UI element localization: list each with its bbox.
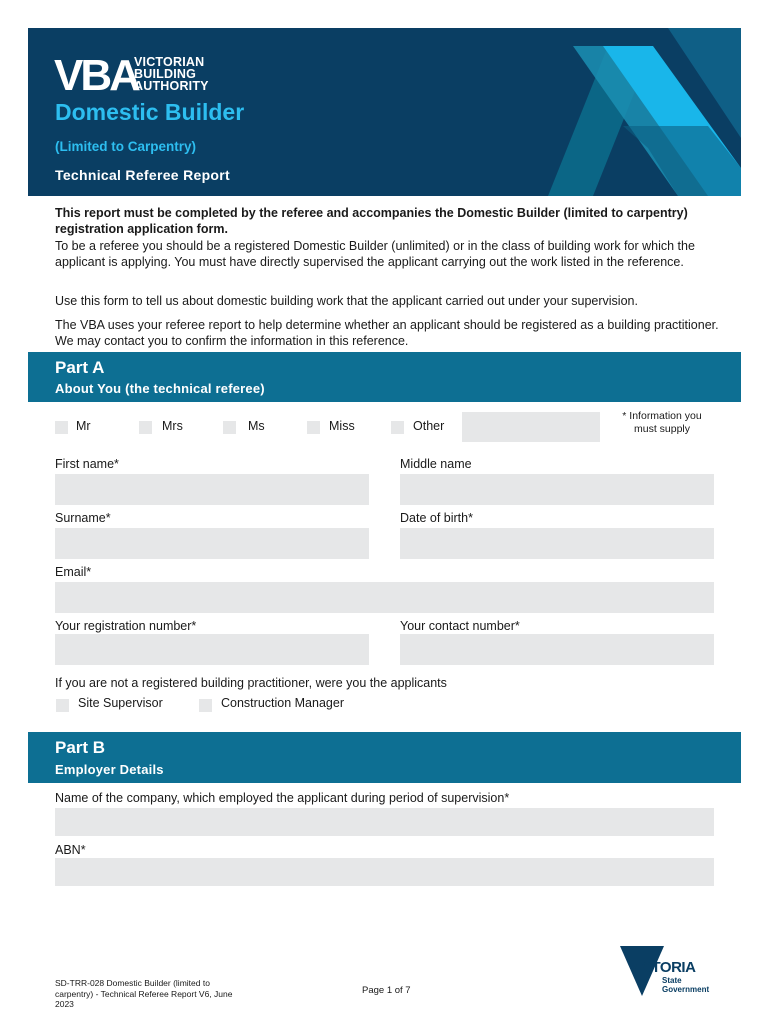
title-miss-checkbox[interactable] [307,421,320,434]
part-b-header [28,732,741,783]
first-name-input[interactable] [55,474,369,505]
page-title: Domestic Builder [55,99,245,125]
middle-name-label: Middle name [400,457,472,471]
government-text: Government [662,985,710,994]
not-registered-question: If you are not a registered building practitioner, were you the applicants [55,676,447,690]
victoria-government-logo [618,944,718,1000]
page-number: Page 1 of 7 [362,985,411,996]
first-name-label: First name* [55,457,119,471]
intro-paragraph-1: To be a referee you should be a registered Domestic Builder (unlimited) or in the class of building work for which the applicant is applying. You must have directly supervised the applicant carrying out the work listed in the reference. [55,239,695,269]
required-note-line-2: must supply [633,422,691,435]
part-a-subtitle: About You (the technical referee) [55,381,265,396]
title-mrs-checkbox[interactable] [139,421,152,434]
part-a-header [28,352,741,402]
intro-bold-text: This report must be completed by the referee and accompanies the Domestic Builder (limited to carpentry) registration application form. [55,206,688,236]
logo-line-3: AUTHORITY [134,79,209,93]
part-b-subtitle: Employer Details [55,762,164,777]
company-name-label: Name of the company, which employed the applicant during period of supervision* [55,791,510,805]
vba-logo: VBA [54,51,138,100]
company-name-input[interactable] [55,808,714,836]
title-ms-label: Ms [248,419,265,433]
registration-number-label: Your registration number* [55,619,197,633]
logo-line-2: BUILDING [134,67,197,81]
site-supervisor-label: Site Supervisor [78,696,163,710]
state-text: State [662,976,682,985]
surname-label: Surname* [55,511,111,525]
construction-manager-checkbox[interactable] [199,699,212,712]
registration-number-input[interactable] [55,634,369,665]
dob-input[interactable] [400,528,714,559]
part-b-title: Part B [55,738,106,757]
document-reference [55,978,275,1010]
email-input[interactable] [55,582,714,613]
surname-input[interactable] [55,528,369,559]
victoria-wordmark: VICTORIA [628,959,696,976]
intro-paragraph-2: Use this form to tell us about domestic building work that the applicant carried out under your supervision. [55,294,638,308]
contact-number-label: Your contact number* [400,619,520,633]
title-other-input[interactable] [462,412,600,442]
page-subtitle: (Limited to Carpentry) [55,139,197,154]
construction-manager-label: Construction Manager [221,696,344,710]
report-name: Technical Referee Report [55,167,230,183]
title-other-checkbox[interactable] [391,421,404,434]
part-a-title: Part A [55,358,105,377]
required-note [612,410,712,435]
middle-name-input[interactable] [400,474,714,505]
logo-line-1: VICTORIAN [134,55,205,69]
intro-paragraph-3: The VBA uses your referee report to help determine whether an applicant should be registered as a building practitioner. We may contact you to confirm the information in this reference. [55,318,719,348]
document-reference-line-2: carpentry) - Technical Referee Report V6, June [55,988,233,999]
title-mr-checkbox[interactable] [55,421,68,434]
state-government-text [662,976,709,994]
site-supervisor-checkbox[interactable] [56,699,69,712]
title-mrs-label: Mrs [162,419,183,433]
title-other-label: Other [413,419,445,433]
abn-label: ABN* [55,843,86,857]
title-miss-label: Miss [329,419,355,433]
title-mr-label: Mr [76,419,91,433]
logo-wordmark [134,56,209,92]
document-reference-line-3: 2023 [55,999,74,1009]
abn-input[interactable] [55,858,714,886]
contact-number-input[interactable] [400,634,714,665]
document-reference-line-1: SD-TRR-028 Domestic Builder (limited to [55,978,210,988]
title-ms-checkbox[interactable] [223,421,236,434]
dob-label: Date of birth* [400,511,473,525]
required-note-line-1: * Information you [622,410,702,422]
email-label: Email* [55,565,92,579]
